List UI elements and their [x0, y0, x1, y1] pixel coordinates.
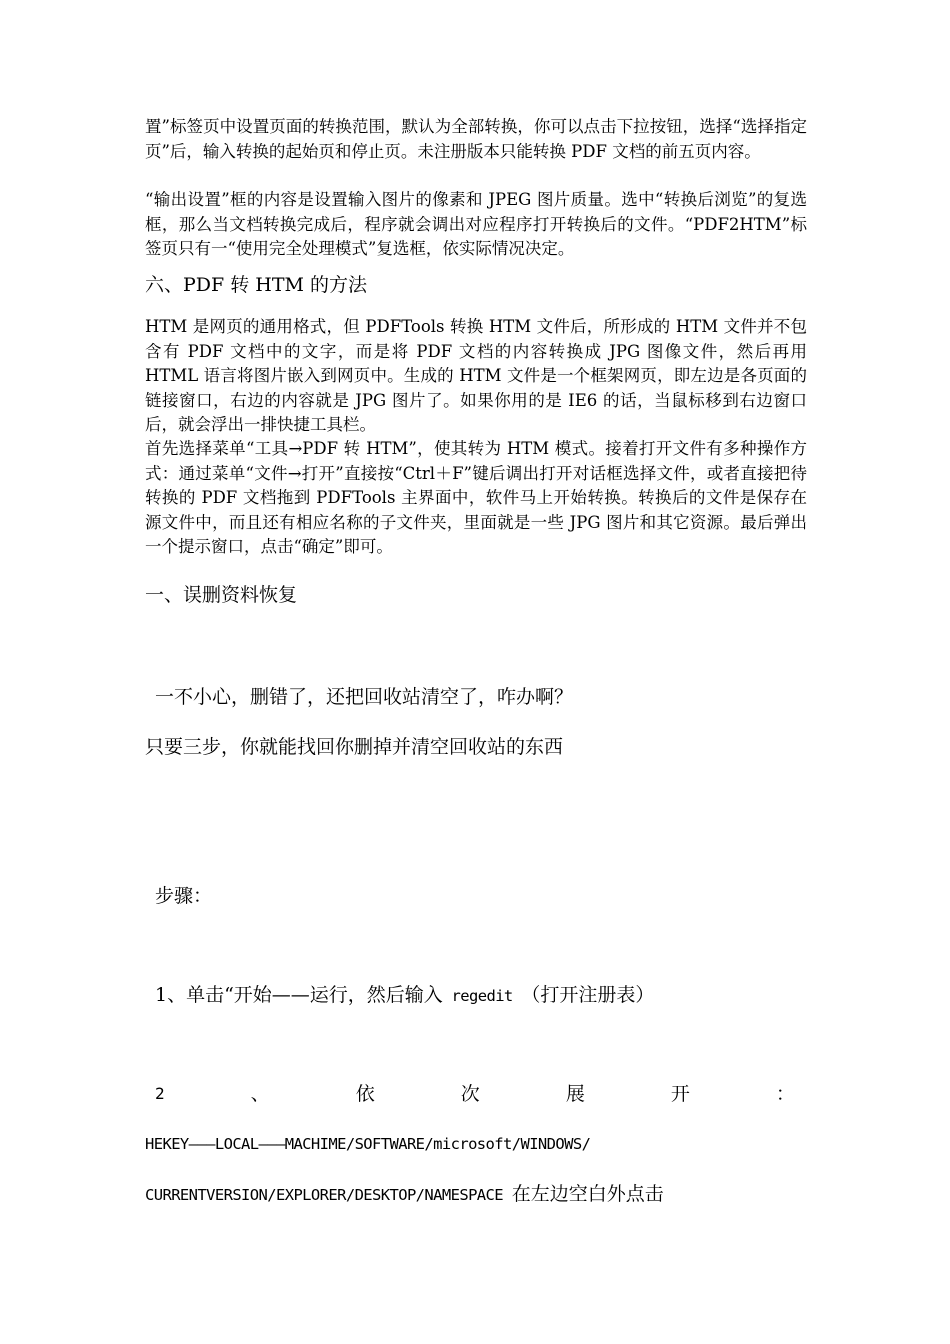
step-1-code: regedit — [442, 987, 522, 1005]
steps-label: 步骤： — [155, 885, 213, 907]
paragraph-htm-format: HTM 是网页的通用格式，但 PDFTools 转换 HTM 文件后，所形成的 HTM 文件并不包含有 PDF 文档中的文字，而是将 PDF 文档的内容转换成 JPG 图像文件，然后再用 HTML 语言将图片嵌入到网页中。生成的 HTM 文件是一个框架网页，即左边是各页面的链接窗口，右边的内容就是 JPG 图片了。如果你用的是 IE6 的话，当鼠标移到右边窗口后，就会浮出一排快捷工具栏。 — [145, 317, 807, 434]
step-2-token: 、 — [250, 1083, 270, 1105]
step-1-suffix: （打开注册表） — [521, 984, 655, 1006]
step-2-token: ： — [775, 1083, 795, 1105]
recovery-intro-line-2: 只要三步，你就能找回你删掉并清空回收站的东西 — [145, 736, 564, 758]
section-heading-recovery: 一、误删资料恢复 — [145, 584, 298, 606]
step-1 — [155, 982, 654, 1009]
registry-path-line-1: HEKEY———LOCAL———MACHIME/SOFTWARE/microsoft/WINDOWS/ — [145, 1135, 591, 1153]
step-2-token: 依 — [355, 1083, 375, 1105]
recovery-intro-line-1: 一不小心，删错了，还把回收站清空了，咋办啊？ — [155, 686, 574, 708]
step-2-token: 开 — [670, 1083, 690, 1105]
paragraph-output-settings: “输出设置”框的内容是设置输入图片的像素和 JPEG 图片质量。选中“转换后浏览”的复选框，那么当文档转换完成后，程序就会调出对应程序打开转换后的文件。“PDF2HTM”标签页只有一“使用完全处理模式”复选框，依实际情况决定。 — [145, 190, 807, 258]
registry-path-text: CURRENTVERSION/EXPLORER/DESKTOP/NAMESPACE — [145, 1186, 512, 1204]
paragraph-htm-steps: 首先选择菜单“工具→PDF 转 HTM”，使其转为 HTM 模式。接着打开文件有多种操作方式：通过菜单“文件→打开”直接按“Ctrl＋F”键后调出打开对话框选择文件，或者直接把待转换的 PDF 文档拖到 PDFTools 主界面中，软件马上开始转换。转换后的文件是保存在源文件中，而且还有相应名称的子文件夹，里面就是一些 JPG 图片和其它资源。最后弹出一个提示窗口，点击“确定”即可。 — [145, 439, 807, 556]
registry-path-suffix: 在左边空白外点击 — [511, 1183, 664, 1205]
registry-path-line-2 — [145, 1181, 664, 1208]
section-heading-pdf-to-htm: 六、PDF 转 HTM 的方法 — [145, 274, 368, 296]
step-1-prefix: 1、单击“开始——运行，然后输入 — [155, 984, 443, 1006]
step-2-token: 次 — [460, 1083, 480, 1105]
step-2 — [155, 1081, 795, 1107]
paragraph-page-range: 置”标签页中设置页面的转换范围，默认为全部转换，你可以点击下拉按钮，选择“选择指定页”后，输入转换的起始页和停止页。未注册版本只能转换 PDF 文档的前五页内容。 — [145, 117, 807, 161]
step-2-token: 2 — [155, 1084, 165, 1103]
step-2-token: 展 — [565, 1083, 585, 1105]
